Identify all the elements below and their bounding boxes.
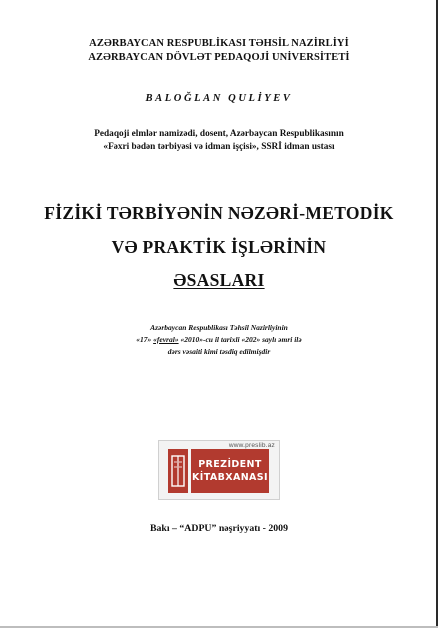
- logo-plate: [191, 449, 269, 493]
- approval-year: «2010»: [180, 335, 203, 344]
- library-logo: [158, 440, 280, 500]
- book-title-line1: FİZİKİ TƏRBİYƏNİN NƏZƏRİ-METODİK: [44, 203, 394, 223]
- author-name: BALOĞLAN QULİYEV: [145, 93, 293, 104]
- approval-day: «17»: [136, 335, 152, 344]
- book-title-underlined: ƏSASLARI: [173, 270, 265, 290]
- logo-url: www.preslib.az: [228, 442, 275, 449]
- approval-month: «fevral»: [153, 335, 179, 344]
- approval-line2: [0, 335, 438, 344]
- approval-line1: Azərbaycan Respublikası Təhsil Nazirliyinin: [150, 323, 288, 332]
- publisher-imprint: Bakı – “ADPU” nəşriyyatı - 2009: [150, 523, 288, 534]
- author-credentials-line1: Pedaqoji elmlər namizədi, dosent, Azərbaycan Respublikasının: [94, 129, 344, 139]
- university-name: AZƏRBAYCAN DÖVLƏT PEDAQOJİ UNİVERSİTETİ: [88, 52, 350, 63]
- book-title-line3: [0, 270, 438, 291]
- logo-line1: PREZİDENT: [198, 459, 262, 470]
- book-title-line2: VƏ PRAKTİK İŞLƏRİNİN: [111, 237, 327, 257]
- ministry-name: AZƏRBAYCAN RESPUBLİKASI TƏHSİL NAZİRLİYİ: [89, 38, 349, 49]
- logo-line2: KİTABXANASI: [192, 472, 268, 483]
- approval-order: -cu il tarixli «202» saylı əmri ilə: [202, 335, 302, 344]
- book-icon: [168, 449, 188, 493]
- author-credentials-line2: «Fəxri bədən tərbiyəsi və idman işçisi», SSRİ idman ustası: [103, 142, 335, 152]
- approval-line3: dərs vəsaiti kimi təsdiq edilmişdir: [167, 347, 271, 356]
